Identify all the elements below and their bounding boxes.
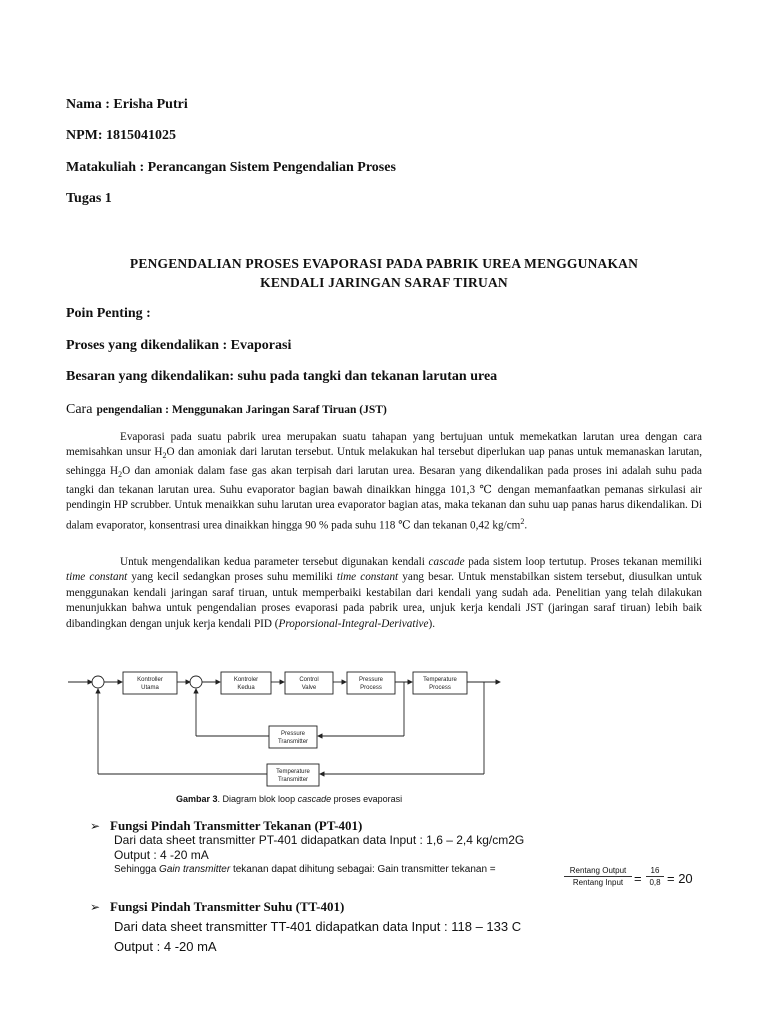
control-valve-l1: Control bbox=[299, 677, 319, 683]
arrow-bullet-icon: ➢ bbox=[90, 819, 101, 833]
student-name: Nama : Erisha Putri bbox=[66, 97, 188, 112]
course-name: Matakuliah : Perancangan Sistem Pengendalian Proses bbox=[66, 160, 396, 175]
caption-figure-number: Gambar 3 bbox=[176, 794, 218, 804]
temperature-process-l1: Temperature bbox=[423, 677, 457, 683]
pressure-process-l2: Process bbox=[360, 685, 382, 691]
bullet-tt401-output: Output : 4 -20 mA bbox=[114, 939, 217, 954]
student-npm: NPM: 1815041025 bbox=[66, 128, 177, 143]
summing-junction-2 bbox=[190, 676, 202, 688]
p1-text-1: Evaporasi pada suatu pabrik urea merupakan suatu tahapan yang bertujuan untuk memekatkan larutan urea dengan cara memisahkan unsur H bbox=[66, 431, 702, 459]
bullet-pt401-gain-text bbox=[114, 864, 496, 875]
figure-caption bbox=[176, 794, 402, 804]
eq-denominator: Rentang Input bbox=[572, 878, 624, 887]
arrow-bullet-icon-2: ➢ bbox=[90, 900, 101, 914]
key-points-heading: Poin Penting : bbox=[66, 306, 151, 321]
p2-cascade: cascade bbox=[428, 556, 465, 568]
caption-text-a: . Diagram blok loop bbox=[217, 794, 298, 804]
eq-frac-denominator: 0,8 bbox=[649, 878, 661, 887]
gain-text-italic: Gain transmitter bbox=[159, 864, 231, 875]
p2-text-d: yang besar. Untuk menstabilkan sistem tersebut, diusulkan untuk menggunakan kendali jaringan saraf tiruan, untuk memperbaiki kestabilan dari kendali yang sudah ada. Penelitian yang telah dilakukan menunjukkan bahwa untuk pengendalian proses evaporasi pada pabrik urea, unjuk kerja kendali JST (jaringan saraf tiruan) lebih baik dibandingkan dengan unjuk kerja kendali PID ( bbox=[66, 571, 702, 630]
gain-equation: Rentang Output Rentang Input = 16 0,8 = 20 bbox=[564, 866, 694, 892]
bullet-pt401-title: Fungsi Pindah Transmitter Tekanan (PT-401) bbox=[110, 818, 363, 833]
p2-text-a: Untuk mengendalikan kedua parameter tersebut digunakan kendali bbox=[120, 556, 429, 568]
control-method-prefix: Cara bbox=[66, 402, 93, 417]
control-method bbox=[66, 400, 387, 418]
bullet-tt401-title: Fungsi Pindah Transmitter Suhu (TT-401) bbox=[110, 899, 345, 914]
controlled-variables: Besaran yang dikendalikan: suhu pada tangki dan tekanan larutan urea bbox=[66, 369, 498, 384]
p1-text-3: O dan amoniak dalam fase gas akan terpisah dari larutan urea. Besaran yang dikendalikan pada proses ini adalah suhu pada tangki dan tekanan larutan urea. Suhu evaporator bagian bawah dinaikkan hingga 101,3 ℃ dengan memanfaatkan pemanas sirkulasi air pendingin HP scrubber. Untuk menaikkan suhu larutan urea evaporator bagian atas, maka tekanan dan suhu uap panas harus dikendalikan. Di dalam evaporator, konsentrasi urea dinaikkan hingga 90 % pada suhu 118 ℃ dan tekanan 0,42 kg/cm bbox=[66, 465, 702, 532]
title-line-1: PENGENDALIAN PROSES EVAPORASI PADA PABRIK UREA MENGGUNAKAN bbox=[129, 256, 639, 271]
document-title bbox=[60, 254, 708, 292]
kontroler-kedua-l1: Kontroler bbox=[233, 677, 259, 683]
summing-junction-1 bbox=[92, 676, 104, 688]
eq-result: = 20 bbox=[667, 871, 693, 886]
assignment-label: Tugas 1 bbox=[66, 191, 112, 206]
p2-time-constant-1: time constant bbox=[66, 571, 128, 584]
paragraph-cascade bbox=[66, 555, 702, 632]
cascade-block-diagram bbox=[66, 662, 506, 802]
p1-sup: 2 bbox=[520, 516, 525, 526]
caption-text-b: proses evaporasi bbox=[331, 794, 403, 804]
temperature-transmitter-l1: Temperature bbox=[276, 769, 310, 775]
p1-sub-1: 2 bbox=[162, 451, 167, 461]
control-method-text: pengendalian : Menggunakan Jaringan Saraf Tiruan (JST) bbox=[96, 404, 387, 416]
bullet-pt401-input: Dari data sheet transmitter PT-401 didapatkan data Input : 1,6 – 2,4 kg/cm2G bbox=[114, 833, 525, 847]
p2-pid: Proporsional-Integral-Derivative bbox=[278, 617, 429, 630]
bullet-tt401-input: Dari data sheet transmitter TT-401 didapatkan data Input : 118 – 133 C bbox=[114, 919, 522, 934]
gain-text-a: Sehingga bbox=[114, 864, 160, 875]
gain-text-b: tekanan dapat dihitung sebagai: Gain transmitter tekanan = bbox=[230, 864, 496, 875]
eq-frac-numerator: 16 bbox=[646, 866, 664, 877]
pressure-process-l1: Pressure bbox=[358, 677, 384, 683]
kontroller-utama-l2: Utama bbox=[141, 685, 159, 691]
p2-text-e: ). bbox=[428, 617, 436, 630]
caption-italic: cascade bbox=[297, 794, 332, 804]
temperature-process-l2: Process bbox=[429, 685, 451, 691]
temperature-transmitter-l2: Transmitter bbox=[277, 777, 309, 783]
controlled-process: Proses yang dikendalikan : Evaporasi bbox=[66, 338, 292, 353]
p2-time-constant-2: time constant bbox=[336, 571, 399, 584]
paragraph-evaporasi bbox=[66, 430, 702, 534]
p2-text-c: yang kecil sedangkan proses suhu memiliki bbox=[127, 571, 337, 584]
p1-text-4: . bbox=[524, 519, 528, 532]
bullet-pt401-output: Output : 4 -20 mA bbox=[114, 848, 209, 862]
eq-numerator: Rentang Output bbox=[564, 866, 632, 877]
kontroller-utama-l1: Kontroller bbox=[137, 677, 163, 683]
p1-sub-2: 2 bbox=[118, 470, 123, 480]
control-valve-l2: Valve bbox=[301, 685, 317, 691]
p1-text-2: O dan amoniak dari larutan tersebut. Untuk melakukan hal tersebut diperlukan uap panas untuk memanaskan larutan, sehingga H bbox=[66, 446, 702, 478]
title-line-2: KENDALI JARINGAN SARAF TIRUAN bbox=[260, 275, 508, 290]
pressure-transmitter-l2: Transmitter bbox=[277, 739, 309, 745]
p2-text-b: pada sistem loop tertutup. Proses tekanan memiliki bbox=[464, 556, 703, 568]
kontroler-kedua-l2: Kedua bbox=[237, 685, 255, 691]
pressure-transmitter-l1: Pressure bbox=[280, 731, 306, 737]
